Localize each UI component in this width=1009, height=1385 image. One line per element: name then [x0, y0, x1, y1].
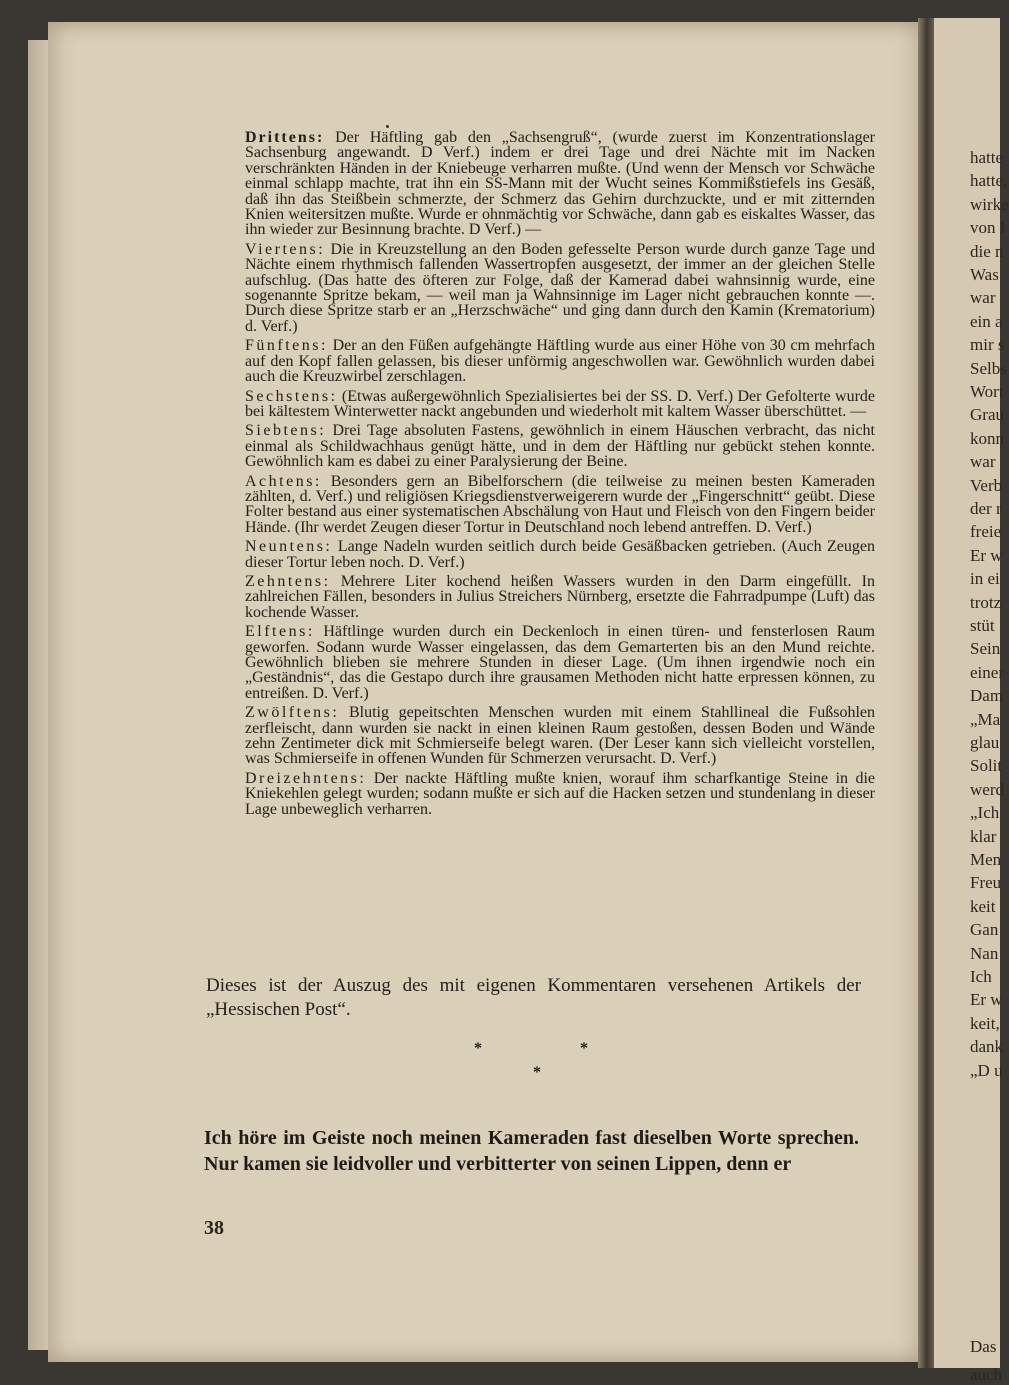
item-lead: Siebtens: — [245, 422, 327, 440]
facing-page-fragment: Solit — [970, 756, 1003, 776]
facing-page-fragment: mir s — [970, 335, 1005, 355]
facing-page-fragment: auch — [970, 1365, 1003, 1384]
facing-page-fragment: ein a — [970, 311, 1003, 331]
facing-page-fragment: glau — [970, 733, 1000, 752]
facing-page-fragment: von I — [970, 218, 1006, 238]
facing-page-fragment: keit, — [970, 1013, 1000, 1033]
facing-page-fragment: Grau — [970, 405, 1004, 425]
item-lead: Zwölftens: — [245, 704, 340, 722]
facing-page-fragment: Men — [970, 850, 1002, 869]
facing-page-fragment: Er w — [970, 545, 1003, 565]
list-item — [245, 338, 875, 384]
item-lead: Zehntens: — [245, 572, 331, 590]
facing-page-fragment: keit — [970, 896, 996, 916]
separator-star: * — [580, 1040, 588, 1057]
book-gutter — [918, 18, 934, 1368]
item-lead: Dreizehntens: — [245, 769, 367, 787]
page-speck — [386, 125, 389, 128]
item-lead: Elftens: — [245, 623, 315, 641]
separator-star: * — [474, 1040, 482, 1057]
facing-page-fragment: war — [970, 452, 996, 472]
item-text: Der nackte Häftling mußte knien, worauf ihm scharfkantige Steine in die Kniekehlen gelegt wurden; sodann mußte er sich auf die Hacken setzen und stundenlang in dieser Lage unbeweglich verharren. — [245, 769, 875, 818]
closing-paragraph: Ich höre im Geiste noch meinen Kameraden fast dieselben Worte sprechen. Nur kamen sie leidvoller und verbitterter von seinen Lippen, denn er — [204, 1127, 859, 1175]
facing-page-fragment: Das — [970, 1337, 997, 1356]
facing-page-fragment: hatte — [970, 148, 1004, 167]
facing-page-fragment: Was — [970, 265, 999, 284]
facing-page-fragment: Wort — [970, 382, 1004, 401]
list-item — [245, 130, 875, 238]
item-text: Häftlinge wurden durch ein Deckenloch in einen türen- und fensterlosen Raum geworfen. Sodann wurde Wasser eingelassen, das dem Gemarterten bis an den Mund reichte. Gewöhnlich blieben sie mehrere Stunden in dieser Lage. (Um ihnen irgendwie noch ein „Geständnis“, das die Gestapo durch ihre grausamen Methoden nicht hatte erpressen können, zu entreißen. D. Verf.) — [245, 623, 875, 702]
facing-page-fragment: Nan — [970, 943, 999, 963]
item-lead: Fünftens: — [245, 337, 328, 355]
facing-page-fragment: konn — [970, 428, 1004, 448]
item-text: Drei Tage absoluten Fastens, gewöhnlich in einem Häuschen verbracht, das nicht einmal als Schildwachhaus genügt hätte, und in dem der Häftling nur gebückt stehen konnte. Gewöhnlich kam es dabei zu einer Paralysierung der Beine. — [245, 422, 875, 471]
facing-page-fragment: war — [970, 288, 996, 308]
facing-page-fragment: trotz — [970, 592, 1002, 612]
item-text: Der an den Füßen aufgehängte Häftling wurde aus einer Höhe von 30 cm mehrfach auf den Kopf fallen gelassen, bis dieser unförmig angeschwollen war. Gewöhnlich wurden dabei auch die Kreuzwirbel zerschlagen. — [245, 337, 875, 386]
facing-page-fragment: freie — [970, 522, 1002, 542]
list-item — [245, 474, 875, 536]
facing-page-fragment: „D u — [970, 1060, 1003, 1080]
item-text: Der Häftling gab den „Sachsengruß“, (wurde zuerst im Konzentrationslager Sachsenburg angewandt. D Verf.) indem er drei Tage und drei Nächte mit im Nacken verschränkten Händen in der Kniebeuge verharren mußte. (Und wenn der Mensch vor Schwäche einmal schlapp machte, trat ihn ein SS-Mann mit der Wucht seines Kommißstiefels ins Gesäß, daß ihn das Steißbein schmerzte, der Schmerz das Gehirn durchzuckte, und er mit zitternden Knien weitersitzen mußte. Wurde er ohnmächtig vor Schwäche, dann gab es eiskaltes Wasser, das ihn wieder zur Besinnung brachte. D Verf.) — — [245, 129, 875, 239]
facing-page-fragment: Dam — [970, 686, 1004, 706]
item-text: Die in Kreuzstellung an den Boden gefesselte Person wurde durch ganze Tage und Nächte einem rhythmisch fallenden Wassertropfen ausgesetzt, der immer an der gleichen Stelle aufschlug. (Das hatte des öfteren zur Folge, daß der Kamerad dabei wahnsinnig wurde, eine sogenannte Spritze bekam, — weil man ja Wahnsinnige im Lager nicht gebrauchen konnte —. Durch diese Spritze starb er an „Herzschwäche“ und ging dann durch den Kamin (Krematorium) d. Verf.) — [245, 240, 875, 335]
facing-page-fragment: einer — [970, 662, 1004, 682]
item-lead: Drittens: — [245, 129, 325, 146]
list-item — [245, 624, 875, 701]
list-item — [245, 539, 875, 570]
facing-page — [934, 18, 1009, 1384]
list-item — [245, 389, 875, 420]
list-item — [245, 423, 875, 469]
facing-page-fragment: der r — [970, 499, 1002, 518]
facing-page-fragment: die n — [970, 241, 1004, 261]
facing-page-fragment: hatte, — [970, 171, 1008, 191]
article-summary: Dieses ist der Auszug des mit eigenen Kommentaren versehenen Artikels der „Hessischen Post“. — [206, 975, 861, 1020]
torture-list — [245, 130, 875, 821]
list-item — [245, 242, 875, 334]
item-lead: Sechstens: — [245, 387, 338, 405]
facing-page-fragment: „Ma — [970, 709, 1001, 729]
item-text: Mehrere Liter kochend heißen Wassers wurden in den Darm eingefüllt. In zahlreichen Fällen, besonders in Julius Streichers Nürnberg, ersetzte die Fahrradpumpe (Luft) das kochende Wasser. — [245, 572, 875, 621]
facing-page-fragment: Gan — [970, 920, 999, 940]
item-lead: Achtens: — [245, 472, 322, 490]
facing-page-fragment: dank — [970, 1037, 1004, 1057]
list-item — [245, 705, 875, 767]
facing-page-fragment: Ich — [970, 967, 992, 986]
facing-page-fragment: „Ich — [970, 803, 1000, 823]
separator-star: * — [533, 1064, 541, 1081]
item-text: Besonders gern an Bibelforschern (die teilweise zu meinen besten Kameraden zählten, d. Verf.) und religiösen Kriegsdienstverweigerern wurde der „Fingerschnitt“ geübt. Diese Folter bestand aus einer systematischen Abschälung von Haut und Fleisch von den Fingern beider Hände. (Ihr werdet Zeugen dieser Tortur in Deutschland noch lebend antreffen. D. Verf.) — [245, 472, 875, 536]
item-text: (Etwas außergewöhnlich Spezialisiertes bei der SS. D. Verf.) Der Gefolterte wurde bei kältestem Winterwetter nackt angebunden und wiederholt mit kaltem Wasser überschüttet. — — [245, 387, 875, 420]
item-lead: Neuntens: — [245, 538, 333, 556]
item-text: Blutig gepeitschten Menschen wurden mit einem Stahllineal die Fußsohlen zerfleischt, dann wurden sie nackt in einen kleinen Raum gestoßen, dessen Boden und Wände zehn Zentimeter dick mit Schmierseife belegt waren. (Der Leser kann sich vielleicht vorstellen, was Schmierseife in offenen Wunden für Schmerzen verursacht. D. Verf.) — [245, 704, 875, 768]
facing-page-fragment: in ei — [970, 569, 1000, 589]
item-text: Lange Nadeln wurden seitlich durch beide Gesäßbacken getrieben. (Auch Zeugen dieser Tortur leben noch. D. Verf.) — [245, 538, 875, 571]
facing-page-fragment: Freu — [970, 873, 1002, 893]
facing-page-fragment: wirke — [970, 194, 1009, 214]
facing-page-fragment: Verb — [970, 475, 1003, 495]
facing-page-fragment: klar — [970, 826, 997, 846]
facing-page-fragment: Selbs — [970, 358, 1007, 378]
item-lead: Viertens: — [245, 240, 326, 258]
list-item — [245, 574, 875, 620]
facing-page-fragment: werd — [970, 779, 1004, 799]
facing-page-fragment: Sein — [970, 639, 1001, 659]
facing-page-fragment: stüt — [970, 616, 995, 635]
list-item — [245, 771, 875, 817]
page-number: 38 — [204, 1217, 224, 1239]
facing-page-fragment: Er w — [970, 990, 1003, 1010]
